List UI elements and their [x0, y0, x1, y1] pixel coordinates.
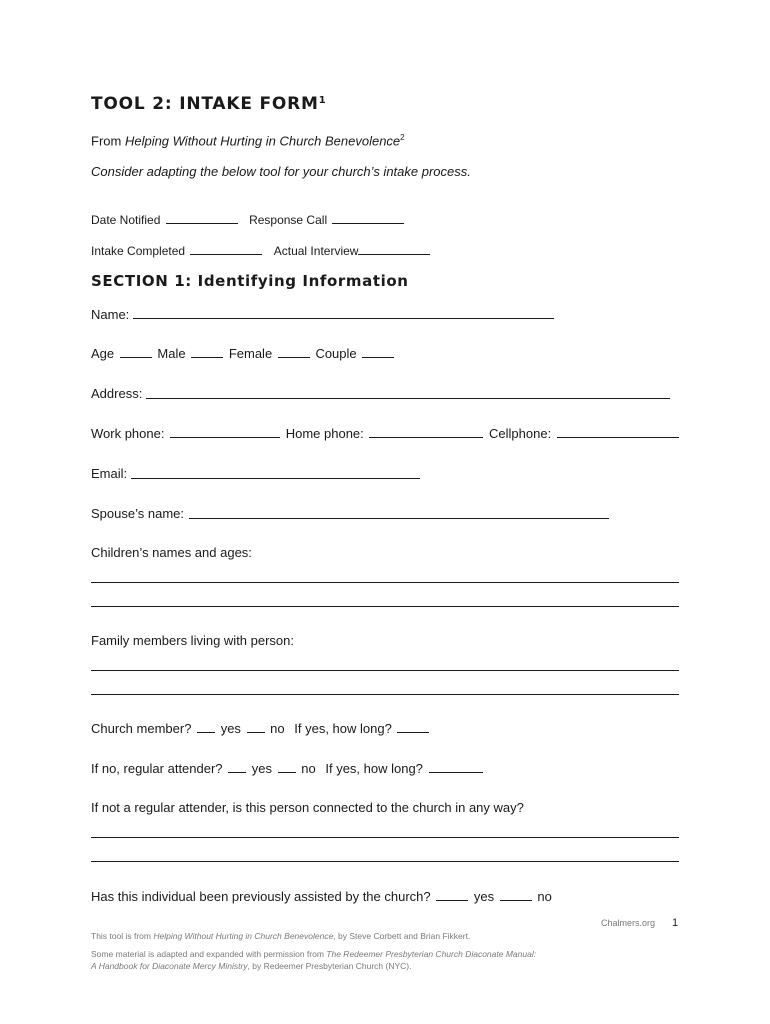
no-label: no [270, 721, 285, 736]
email-label: Email: [91, 466, 128, 481]
phones-row [91, 426, 681, 441]
attender-no-field[interactable] [278, 761, 296, 773]
attender-yes-field[interactable] [228, 761, 246, 773]
tracking-row-2 [91, 243, 432, 258]
title-footnote: 1 [318, 95, 327, 106]
note1-suffix: , by Steve Corbett and Brian Fikkert. [333, 931, 471, 941]
children-label: Children’s names and ages: [91, 545, 252, 560]
page-number: 1 [672, 917, 679, 929]
note2-prefix: Some material is adapted and expanded with permission from [91, 949, 327, 959]
from-prefix: From [91, 133, 125, 149]
assisted-yes-field[interactable] [436, 889, 468, 901]
assisted-no-field[interactable] [500, 889, 532, 901]
yes-label: yes [220, 721, 241, 736]
male-label: Male [157, 346, 186, 361]
connection-field-line-2[interactable] [91, 861, 679, 862]
couple-label: Couple [315, 346, 357, 361]
church-member-label: Church member? [91, 721, 192, 736]
response-call-label: Response Call [249, 213, 328, 227]
actual-interview-label: Actual Interview [273, 244, 359, 258]
family-field-line-2[interactable] [91, 694, 679, 695]
work-phone-field[interactable] [170, 426, 280, 438]
regular-attender-row [91, 761, 485, 776]
note2-book: The Redeemer Presbyterian Church Diaconate Manual: [326, 949, 537, 959]
intake-completed-field[interactable] [190, 243, 262, 255]
female-label: Female [228, 346, 273, 361]
source-line [91, 133, 405, 148]
date-notified-field[interactable] [166, 212, 238, 224]
page-title [91, 94, 327, 114]
regular-attender-label: If no, regular attender? [91, 761, 223, 776]
note1-book: Helping Without Hurting in Church Benevolence [153, 931, 334, 941]
site-credit: Chalmers.org [601, 918, 656, 928]
church-member-yes-field[interactable] [197, 721, 215, 733]
address-label: Address: [91, 386, 143, 401]
home-phone-field[interactable] [369, 426, 483, 438]
children-field-line-1[interactable] [91, 582, 679, 583]
age-label: Age [91, 346, 115, 361]
age-field[interactable] [120, 346, 152, 358]
footer-note-2 [91, 949, 536, 959]
name-label: Name: [91, 307, 130, 322]
attendance-length-field[interactable] [429, 761, 483, 773]
footer-note-1 [91, 931, 470, 941]
note2-suffix: , by Redeemer Presbyterian Church (NYC). [247, 961, 412, 971]
tracking-row-1 [91, 212, 406, 227]
previously-assisted-row [91, 889, 552, 904]
spouse-label: Spouse’s name: [91, 506, 184, 521]
instruction-text: Consider adapting the below tool for your church’s intake process. [91, 164, 471, 179]
name-field[interactable] [133, 318, 554, 319]
date-notified-label: Date Notified [91, 213, 161, 227]
membership-length-field[interactable] [397, 721, 429, 733]
book-title: Helping Without Hurting in Church Benevolence [124, 133, 401, 149]
response-call-field[interactable] [332, 212, 404, 224]
home-phone-label: Home phone: [285, 426, 364, 441]
work-phone-label: Work phone: [91, 426, 165, 441]
cellphone-label: Cellphone: [489, 426, 552, 441]
cellphone-field[interactable] [557, 426, 679, 438]
connection-field-line-1[interactable] [91, 837, 679, 838]
note2-book-line2: A Handbook for Diaconate Mercy Ministry [91, 961, 248, 971]
spouse-field[interactable] [189, 518, 609, 519]
footer-note-2-cont [91, 961, 411, 971]
church-member-no-field[interactable] [247, 721, 265, 733]
previously-assisted-label: Has this individual been previously assisted by the church? [91, 889, 431, 904]
no-label: no [301, 761, 316, 776]
how-long-label: If yes, how long? [294, 721, 392, 736]
yes-label: yes [473, 889, 495, 904]
family-label: Family members living with person: [91, 633, 295, 648]
note1-prefix: This tool is from [91, 931, 154, 941]
male-field[interactable] [191, 346, 223, 358]
actual-interview-field[interactable] [358, 243, 430, 255]
no-label: no [537, 889, 552, 904]
how-long-label: If yes, how long? [325, 761, 423, 776]
section-heading: SECTION 1: Identifying Information [91, 272, 409, 290]
source-footnote: 2 [400, 133, 405, 142]
connection-question: If not a regular attender, is this person connected to the church in any way? [91, 800, 524, 815]
address-field[interactable] [146, 398, 670, 399]
couple-field[interactable] [362, 346, 394, 358]
children-field-line-2[interactable] [91, 606, 679, 607]
email-field[interactable] [131, 478, 420, 479]
intake-completed-label: Intake Completed [91, 244, 186, 258]
yes-label: yes [251, 761, 273, 776]
female-field[interactable] [278, 346, 310, 358]
family-field-line-1[interactable] [91, 670, 679, 671]
church-member-row [91, 721, 431, 736]
demographics-row [91, 346, 396, 361]
name-row [91, 307, 129, 322]
title-text: TOOL 2: INTAKE FORM [91, 94, 319, 114]
